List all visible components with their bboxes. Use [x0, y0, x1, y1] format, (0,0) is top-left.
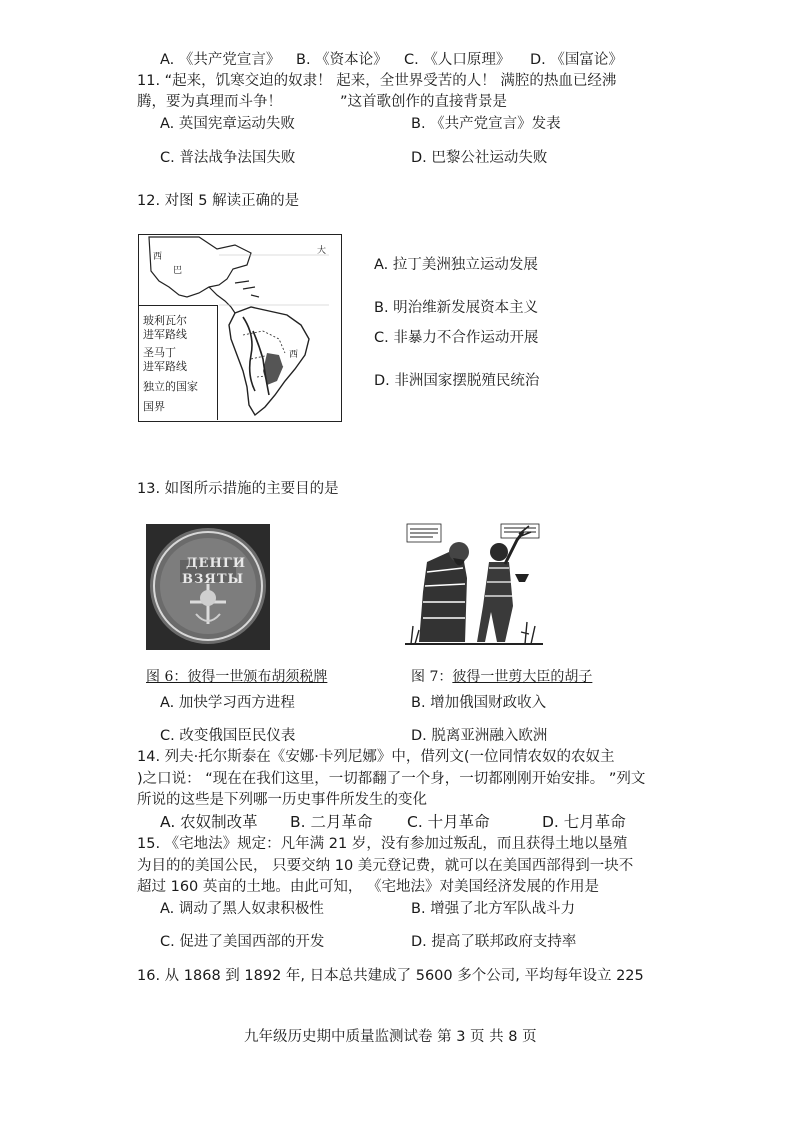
legend-line-2: 进军路线 [143, 328, 187, 341]
map-label-1: 西 [153, 252, 163, 262]
q15-stem-line3: 超过 160 英亩的土地。由此可知， 《宅地法》对美国经济发展的作用是 [137, 879, 600, 895]
q11-stem-line1: 11. “起来，饥寒交迫的奴隶！ 起来，全世界受苦的人！ 满腔的热血已经沸 [137, 73, 617, 89]
figure-7-caption: 图 7：彼得一世剪大臣的胡子 [411, 669, 593, 685]
latin-america-map [138, 234, 342, 422]
q15-option-a: A. 调动了黑人奴隶积极性 [160, 901, 324, 917]
q14-stem-line2: )之口说： “现在在我们这里，一切都翻了一个身，一切都刚刚开始安排。 ”列文 [137, 771, 646, 787]
legend-line-4: 进军路线 [143, 360, 187, 373]
q15-stem-line1: 15. 《宅地法》规定：凡年满 21 岁，没有参加过叛乱，而且获得土地以垦殖 [137, 836, 628, 852]
map-label-3: 大 [317, 246, 327, 256]
q13-option-b: B. 增加俄国财政收入 [411, 695, 547, 711]
q14-stem-line1: 14. 列夫·托尔斯泰在《安娜·卡列尼娜》中，借列文(一位同情农奴的农奴主 [137, 749, 615, 765]
beard-tax-token-image [146, 524, 270, 650]
legend-line-6: 国界 [143, 400, 165, 413]
q14-option-d: D. 七月革命 [542, 813, 626, 831]
q13-stem: 13. 如图所示措施的主要目的是 [137, 481, 339, 497]
q11-stem-line2: 腾，要为真理而斗争！ ”这首歌创作的直接背景是 [137, 94, 508, 110]
q10-option-a: A. 《共产党宣言》 [160, 52, 281, 68]
map-legend [139, 305, 218, 420]
medal-text-line2: ВЗЯТЫ [182, 572, 245, 587]
q14-option-a: A. 农奴制改革 [160, 813, 258, 831]
q10-option-c: C. 《人口原理》 [404, 52, 511, 68]
q13-option-c: C. 改变俄国臣民仪表 [160, 728, 296, 744]
q13-option-a: A. 加快学习西方进程 [160, 695, 295, 711]
q12-option-b: B. 明治维新发展资本主义 [374, 300, 539, 316]
medal-drawing [146, 524, 270, 650]
q14-stem-line3: 所说的这些是下列哪一历史事件所发生的变化 [137, 792, 427, 808]
q10-option-b: B. 《资本论》 [296, 52, 388, 68]
q12-option-a: A. 拉丁美洲独立运动发展 [374, 257, 538, 273]
legend-line-1: 玻利瓦尔 [143, 314, 187, 327]
legend-line-5: 独立的国家 [143, 380, 198, 393]
q16-stem-line1: 16. 从 1868 到 1892 年, 日本总共建成了 5600 多个公司, 平均每年设立 225 [137, 968, 644, 984]
page-footer: 九年级历史期中质量监测试卷 第 3 页 共 8 页 [244, 1029, 537, 1045]
q11-option-c: C. 普法战争法国失败 [160, 150, 296, 166]
q14-option-b: B. 二月革命 [290, 813, 373, 831]
map-label-4: 西 [289, 350, 299, 360]
q15-option-c: C. 促进了美国西部的开发 [160, 934, 325, 950]
q11-option-b: B. 《共产党宣言》发表 [411, 116, 561, 132]
q11-option-d: D. 巴黎公社运动失败 [411, 150, 548, 166]
peter-cutting-beard-image [405, 522, 543, 652]
q15-stem-line2: 为目的的美国公民， 只要交纳 10 美元登记费，就可以在美国西部得到一块不 [137, 858, 634, 874]
q14-option-c: C. 十月革命 [407, 813, 490, 831]
figure-6-caption: 图 6：彼得一世颁布胡须税牌 [146, 669, 328, 685]
q12-option-d: D. 非洲国家摆脱殖民统治 [374, 373, 540, 389]
legend-line-3: 圣马丁 [143, 346, 176, 359]
q13-option-d: D. 脱离亚洲融入欧洲 [411, 728, 548, 744]
q11-option-a: A. 英国宪章运动失败 [160, 116, 295, 132]
q10-option-d: D. 《国富论》 [530, 52, 623, 68]
woodcut-drawing [405, 522, 543, 652]
map-label-2: 巴 [173, 266, 183, 276]
medal-text-line1: ДЕНГИ [186, 556, 247, 571]
q12-stem: 12. 对图 5 解读正确的是 [137, 193, 300, 209]
q12-option-c: C. 非暴力不合作运动开展 [374, 330, 539, 346]
q15-option-b: B. 增强了北方军队战斗力 [411, 901, 576, 917]
q15-option-d: D. 提高了联邦政府支持率 [411, 934, 577, 950]
